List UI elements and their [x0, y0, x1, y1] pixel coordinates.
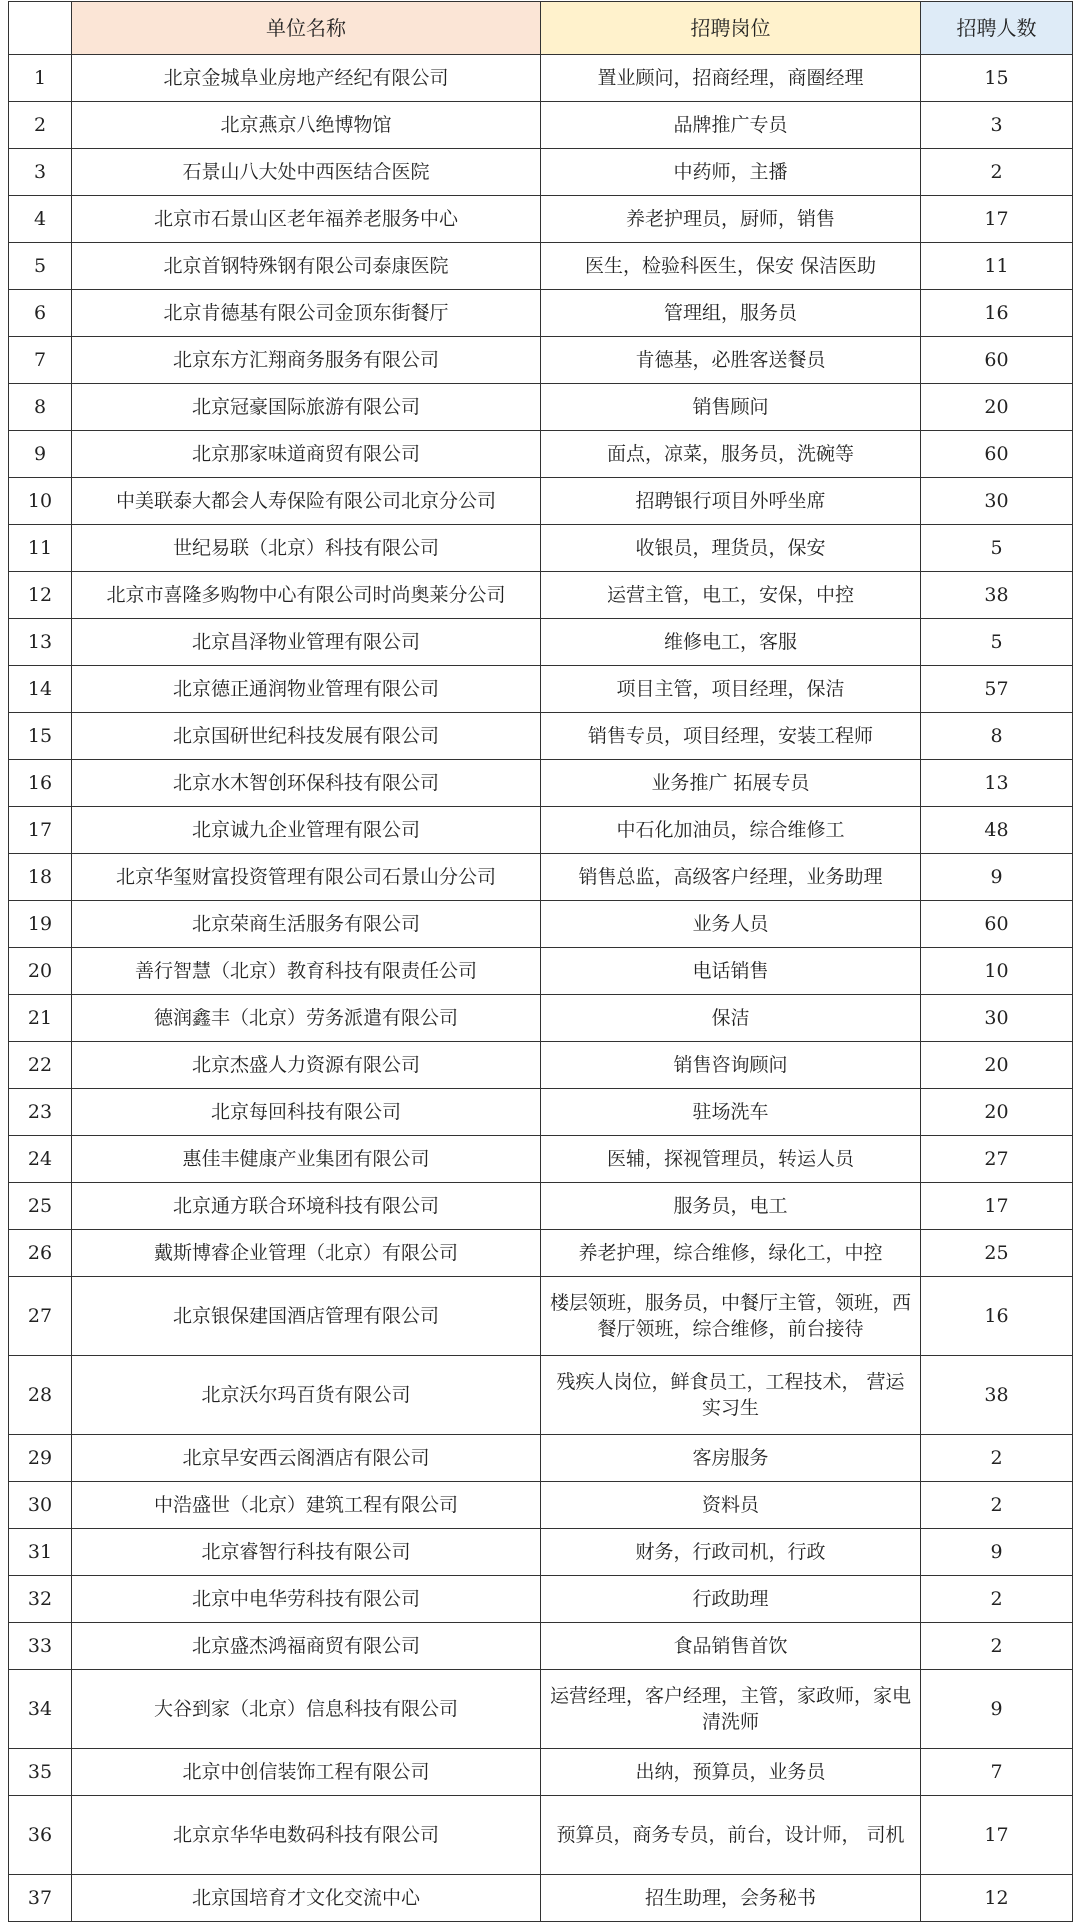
count-cell: 17 — [921, 196, 1073, 243]
count-cell: 16 — [921, 1277, 1073, 1356]
table-row — [9, 149, 1073, 196]
count-cell: 11 — [921, 243, 1073, 290]
table-row — [9, 55, 1073, 102]
table-row — [9, 1576, 1073, 1623]
row-index-cell: 8 — [9, 384, 72, 431]
count-cell: 48 — [921, 807, 1073, 854]
position-cell: 置业顾问，招商经理，商圈经理 — [541, 55, 921, 102]
company-name-cell: 北京那家味道商贸有限公司 — [72, 431, 541, 478]
company-name-cell: 北京市喜隆多购物中心有限公司时尚奥莱分公司 — [72, 572, 541, 619]
table-row — [9, 1482, 1073, 1529]
row-index-cell: 19 — [9, 901, 72, 948]
table-row — [9, 1356, 1073, 1435]
row-index-cell: 2 — [9, 102, 72, 149]
company-name-cell: 北京杰盛人力资源有限公司 — [72, 1042, 541, 1089]
company-name-cell: 北京市石景山区老年福养老服务中心 — [72, 196, 541, 243]
company-name-cell: 北京燕京八绝博物馆 — [72, 102, 541, 149]
table-body — [9, 55, 1073, 1922]
company-name-cell: 北京京华华电数码科技有限公司 — [72, 1796, 541, 1875]
row-index-cell: 22 — [9, 1042, 72, 1089]
count-cell: 30 — [921, 995, 1073, 1042]
header-row — [9, 2, 1073, 55]
row-index-cell: 26 — [9, 1230, 72, 1277]
table-row — [9, 1042, 1073, 1089]
count-cell: 2 — [921, 1435, 1073, 1482]
position-cell: 客房服务 — [541, 1435, 921, 1482]
row-index-cell: 21 — [9, 995, 72, 1042]
count-cell: 9 — [921, 1670, 1073, 1749]
row-index-cell: 32 — [9, 1576, 72, 1623]
position-cell: 销售总监，高级客户经理，业务助理 — [541, 854, 921, 901]
row-index-cell: 5 — [9, 243, 72, 290]
position-cell: 医辅，探视管理员，转运人员 — [541, 1136, 921, 1183]
table-row — [9, 1183, 1073, 1230]
count-cell: 16 — [921, 290, 1073, 337]
company-name-cell: 北京德正通润物业管理有限公司 — [72, 666, 541, 713]
count-cell: 2 — [921, 149, 1073, 196]
row-index-cell: 15 — [9, 713, 72, 760]
table-row — [9, 619, 1073, 666]
table-row — [9, 995, 1073, 1042]
count-cell: 30 — [921, 478, 1073, 525]
company-name-cell: 世纪易联（北京）科技有限公司 — [72, 525, 541, 572]
company-name-cell: 中美联泰大都会人寿保险有限公司北京分公司 — [72, 478, 541, 525]
company-name-cell: 北京肯德基有限公司金顶东街餐厅 — [72, 290, 541, 337]
count-cell: 12 — [921, 1875, 1073, 1922]
count-cell: 20 — [921, 384, 1073, 431]
position-cell: 电话销售 — [541, 948, 921, 995]
count-cell: 7 — [921, 1749, 1073, 1796]
company-name-cell: 北京中创信装饰工程有限公司 — [72, 1749, 541, 1796]
count-cell: 25 — [921, 1230, 1073, 1277]
position-cell: 驻场洗车 — [541, 1089, 921, 1136]
position-cell: 养老护理员，厨师，销售 — [541, 196, 921, 243]
company-name-cell: 北京睿智行科技有限公司 — [72, 1529, 541, 1576]
table-row — [9, 901, 1073, 948]
table-row — [9, 807, 1073, 854]
count-cell: 13 — [921, 760, 1073, 807]
position-cell: 运营经理，客户经理，主管，家政师，家电清洗师 — [541, 1670, 921, 1749]
position-cell: 业务推广 拓展专员 — [541, 760, 921, 807]
company-name-cell: 惠佳丰健康产业集团有限公司 — [72, 1136, 541, 1183]
table-row — [9, 102, 1073, 149]
position-cell: 销售专员，项目经理，安装工程师 — [541, 713, 921, 760]
header-position: 招聘岗位 — [541, 2, 921, 55]
table-row — [9, 572, 1073, 619]
count-cell: 15 — [921, 55, 1073, 102]
count-cell: 17 — [921, 1796, 1073, 1875]
row-index-cell: 10 — [9, 478, 72, 525]
company-name-cell: 北京每回科技有限公司 — [72, 1089, 541, 1136]
count-cell: 9 — [921, 854, 1073, 901]
row-index-cell: 17 — [9, 807, 72, 854]
position-cell: 销售咨询顾问 — [541, 1042, 921, 1089]
position-cell: 预算员，商务专员，前台，设计师， 司机 — [541, 1796, 921, 1875]
company-name-cell: 石景山八大处中西医结合医院 — [72, 149, 541, 196]
company-name-cell: 北京水木智创环保科技有限公司 — [72, 760, 541, 807]
position-cell: 业务人员 — [541, 901, 921, 948]
position-cell: 财务，行政司机，行政 — [541, 1529, 921, 1576]
row-index-cell: 29 — [9, 1435, 72, 1482]
row-index-cell: 11 — [9, 525, 72, 572]
row-index-cell: 3 — [9, 149, 72, 196]
row-index-cell: 27 — [9, 1277, 72, 1356]
table-row — [9, 713, 1073, 760]
position-cell: 食品销售首饮 — [541, 1623, 921, 1670]
position-cell: 招生助理，会务秘书 — [541, 1875, 921, 1922]
position-cell: 项目主管，项目经理，保洁 — [541, 666, 921, 713]
table-row — [9, 243, 1073, 290]
table-row — [9, 854, 1073, 901]
position-cell: 残疾人岗位，鲜食员工，工程技术， 营运实习生 — [541, 1356, 921, 1435]
count-cell: 60 — [921, 337, 1073, 384]
count-cell: 17 — [921, 1183, 1073, 1230]
table-row — [9, 337, 1073, 384]
row-index-cell: 12 — [9, 572, 72, 619]
recruitment-table — [8, 1, 1073, 1922]
table-row — [9, 1136, 1073, 1183]
table-row — [9, 1277, 1073, 1356]
count-cell: 38 — [921, 572, 1073, 619]
table-row — [9, 1435, 1073, 1482]
row-index-cell: 13 — [9, 619, 72, 666]
row-index-cell: 20 — [9, 948, 72, 995]
table-row — [9, 1529, 1073, 1576]
count-cell: 2 — [921, 1576, 1073, 1623]
position-cell: 维修电工，客服 — [541, 619, 921, 666]
row-index-cell: 23 — [9, 1089, 72, 1136]
position-cell: 管理组，服务员 — [541, 290, 921, 337]
table-row — [9, 1875, 1073, 1922]
count-cell: 9 — [921, 1529, 1073, 1576]
row-index-cell: 18 — [9, 854, 72, 901]
table-row — [9, 1670, 1073, 1749]
row-index-cell: 30 — [9, 1482, 72, 1529]
position-cell: 楼层领班，服务员，中餐厅主管，领班，西餐厅领班，综合维修，前台接待 — [541, 1277, 921, 1356]
row-index-cell: 31 — [9, 1529, 72, 1576]
row-index-cell: 9 — [9, 431, 72, 478]
count-cell: 2 — [921, 1623, 1073, 1670]
table-row — [9, 948, 1073, 995]
company-name-cell: 北京荣商生活服务有限公司 — [72, 901, 541, 948]
count-cell: 5 — [921, 619, 1073, 666]
table-row — [9, 431, 1073, 478]
position-cell: 运营主管，电工，安保，中控 — [541, 572, 921, 619]
count-cell: 20 — [921, 1089, 1073, 1136]
position-cell: 面点，凉菜，服务员，洗碗等 — [541, 431, 921, 478]
table-row — [9, 196, 1073, 243]
count-cell: 57 — [921, 666, 1073, 713]
table-row — [9, 478, 1073, 525]
row-index-cell: 34 — [9, 1670, 72, 1749]
company-name-cell: 北京昌泽物业管理有限公司 — [72, 619, 541, 666]
table-row — [9, 760, 1073, 807]
row-index-cell: 28 — [9, 1356, 72, 1435]
company-name-cell: 北京华玺财富投资管理有限公司石景山分公司 — [72, 854, 541, 901]
position-cell: 中石化加油员，综合维修工 — [541, 807, 921, 854]
table-row — [9, 384, 1073, 431]
position-cell: 出纳，预算员，业务员 — [541, 1749, 921, 1796]
company-name-cell: 北京中电华劳科技有限公司 — [72, 1576, 541, 1623]
count-cell: 27 — [921, 1136, 1073, 1183]
row-index-cell: 37 — [9, 1875, 72, 1922]
row-index-cell: 25 — [9, 1183, 72, 1230]
table-row — [9, 1749, 1073, 1796]
row-index-cell: 36 — [9, 1796, 72, 1875]
count-cell: 2 — [921, 1482, 1073, 1529]
company-name-cell: 北京金城阜业房地产经纪有限公司 — [72, 55, 541, 102]
company-name-cell: 北京冠豪国际旅游有限公司 — [72, 384, 541, 431]
company-name-cell: 戴斯博睿企业管理（北京）有限公司 — [72, 1230, 541, 1277]
position-cell: 中药师，主播 — [541, 149, 921, 196]
company-name-cell: 北京国培育才文化交流中心 — [72, 1875, 541, 1922]
table-row — [9, 1623, 1073, 1670]
table-row — [9, 290, 1073, 337]
company-name-cell: 北京首钢特殊钢有限公司泰康医院 — [72, 243, 541, 290]
position-cell: 养老护理，综合维修，绿化工，中控 — [541, 1230, 921, 1277]
row-index-cell: 24 — [9, 1136, 72, 1183]
company-name-cell: 善行智慧（北京）教育科技有限责任公司 — [72, 948, 541, 995]
company-name-cell: 德润鑫丰（北京）劳务派遣有限公司 — [72, 995, 541, 1042]
count-cell: 60 — [921, 901, 1073, 948]
company-name-cell: 北京诚九企业管理有限公司 — [72, 807, 541, 854]
header-index — [9, 2, 72, 55]
company-name-cell: 北京国研世纪科技发展有限公司 — [72, 713, 541, 760]
position-cell: 招聘银行项目外呼坐席 — [541, 478, 921, 525]
position-cell: 肯德基，必胜客送餐员 — [541, 337, 921, 384]
row-index-cell: 4 — [9, 196, 72, 243]
count-cell: 20 — [921, 1042, 1073, 1089]
count-cell: 60 — [921, 431, 1073, 478]
company-name-cell: 北京银保建国酒店管理有限公司 — [72, 1277, 541, 1356]
position-cell: 行政助理 — [541, 1576, 921, 1623]
table-row — [9, 1796, 1073, 1875]
position-cell: 资料员 — [541, 1482, 921, 1529]
company-name-cell: 北京早安西云阁酒店有限公司 — [72, 1435, 541, 1482]
count-cell: 5 — [921, 525, 1073, 572]
position-cell: 医生，检验科医生，保安 保洁医助 — [541, 243, 921, 290]
count-cell: 8 — [921, 713, 1073, 760]
header-count: 招聘人数 — [921, 2, 1073, 55]
row-index-cell: 16 — [9, 760, 72, 807]
company-name-cell: 北京沃尔玛百货有限公司 — [72, 1356, 541, 1435]
position-cell: 服务员，电工 — [541, 1183, 921, 1230]
row-index-cell: 1 — [9, 55, 72, 102]
count-cell: 10 — [921, 948, 1073, 995]
position-cell: 品牌推广专员 — [541, 102, 921, 149]
company-name-cell: 北京东方汇翔商务服务有限公司 — [72, 337, 541, 384]
count-cell: 3 — [921, 102, 1073, 149]
row-index-cell: 33 — [9, 1623, 72, 1670]
count-cell: 38 — [921, 1356, 1073, 1435]
company-name-cell: 北京盛杰鸿福商贸有限公司 — [72, 1623, 541, 1670]
position-cell: 收银员，理货员，保安 — [541, 525, 921, 572]
header-company-name: 单位名称 — [72, 2, 541, 55]
table-row — [9, 525, 1073, 572]
table-row — [9, 666, 1073, 713]
company-name-cell: 北京通方联合环境科技有限公司 — [72, 1183, 541, 1230]
position-cell: 销售顾问 — [541, 384, 921, 431]
table-row — [9, 1089, 1073, 1136]
row-index-cell: 35 — [9, 1749, 72, 1796]
row-index-cell: 6 — [9, 290, 72, 337]
company-name-cell: 中浩盛世（北京）建筑工程有限公司 — [72, 1482, 541, 1529]
position-cell: 保洁 — [541, 995, 921, 1042]
row-index-cell: 7 — [9, 337, 72, 384]
table-row — [9, 1230, 1073, 1277]
row-index-cell: 14 — [9, 666, 72, 713]
company-name-cell: 大谷到家（北京）信息科技有限公司 — [72, 1670, 541, 1749]
